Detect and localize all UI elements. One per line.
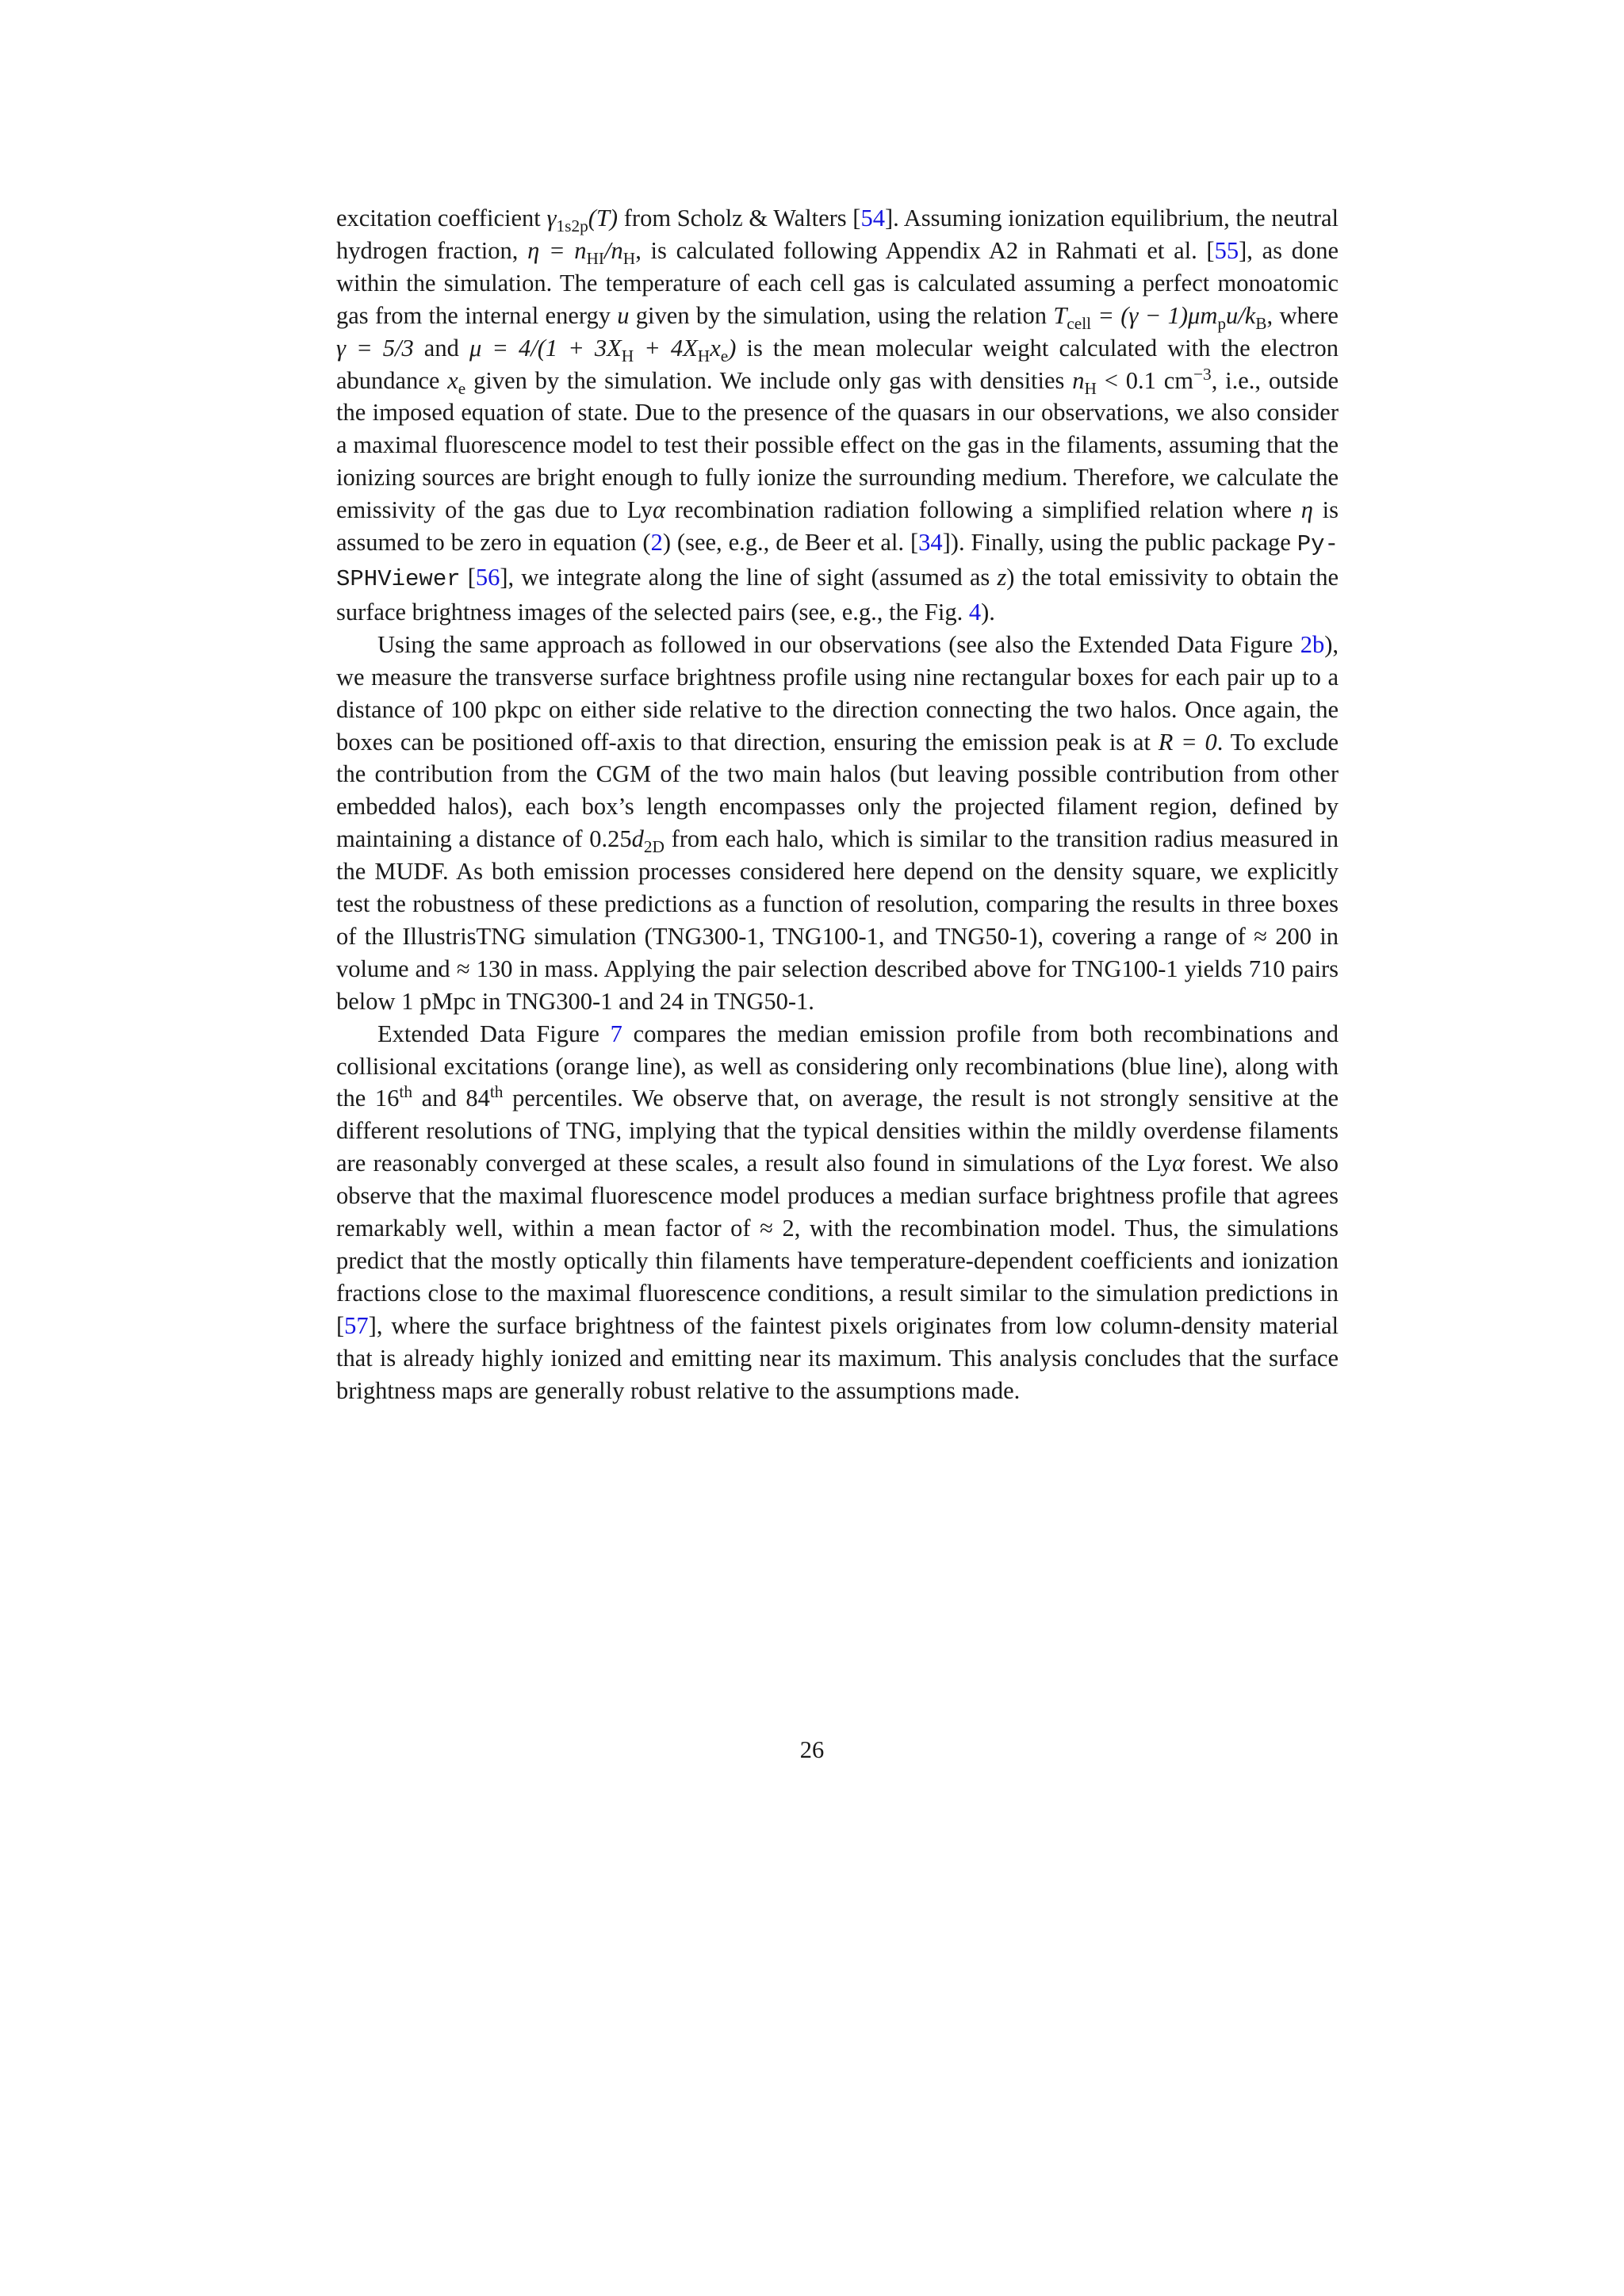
text-run: Using the same approach as followed in our observations (see also the Extended Data Figure [377,630,1300,658]
math-inline: x [710,334,721,362]
text-run: ], where the surface brightness of the faintest pixels originates from low column-density material that is already highly ionized and emitting near its maximum. This analysis concludes that the surface brightness maps are generally robust relative to the assumptions made. [336,1311,1339,1404]
text-run: and [413,334,469,362]
paragraph-1 [336,202,1339,629]
page-number: 26 [799,1736,825,1763]
math-subscript: 1s2p [556,216,588,236]
equation-link[interactable]: 2 [650,529,663,557]
math-inline: η = n [527,236,587,264]
body-text [336,202,1339,1407]
math-inline: + 4X [634,334,698,362]
text-run: is the mean molecular weight calculated with the electron abundance [336,334,1339,394]
text-run: recombination radiation following a simplified relation where [665,496,1301,524]
text-run: given by the simulation, using the relation [629,301,1054,329]
math-subscript: e [458,378,466,398]
figure-link[interactable]: 4 [968,598,982,626]
math-subscript: HI [586,249,605,268]
citation-link[interactable]: 56 [475,563,500,591]
text-run: . To exclude the contribution from the CGM of the two main halos (but leaving possible contribution from other embedded halos), each box’s length encompasses only the projected filament region, defined by maintaining a distance of 0.25 [336,728,1339,853]
text-run: ], as done within the simulation. The temperature of each cell gas is calculated assuming a perfect monoatomic gas from the internal energy [336,236,1339,329]
text-run: and 84 [412,1085,490,1112]
text-run: ], we integrate along the line of sight (assumed as [500,563,998,591]
text-run: ) (see, e.g., de Beer et al. [ [662,529,919,557]
paragraph-3 [336,1018,1339,1407]
math-inline: R = 0 [1158,728,1217,756]
math-inline: u/k [1226,301,1256,329]
code-package-name: Py-SPHViewer [336,531,1339,592]
figure-link[interactable]: 2b [1300,630,1325,658]
text-run: ) the total emissivity to obtain the surface brightness images of the selected pairs (see, e.g., the Fig. [336,563,1339,626]
math-subscript: B [1255,313,1267,333]
math-subscript: p [1217,313,1227,333]
paragraph-2 [336,629,1339,1018]
math-inline: γ = 5/3 [336,334,414,362]
text-run: ), we measure the transverse surface brightness profile using nine rectangular boxes for each pair up to a distance of 100 pkpc on either side relative to the direction connecting the two halos. Once again, the boxes can be positioned off-axis to that direction, ensuring the emission peak is at [336,630,1339,756]
math-inline: = (γ − 1)μm [1091,301,1218,329]
text-run: , where [1266,301,1339,329]
text-run: forest. We also observe that the maximal fluorescence model produces a median surface brightness profile that agrees remarkably well, within a mean factor of ≈ 2, with the recombination model. Thus, the simulations predict that the mostly optically thin filaments have temperature-dependent coefficients and ionization fractions close to the maximal fluorescence conditions, a result similar to the simulation predictions in [ [336,1150,1339,1339]
math-subscript: 2D [643,837,665,857]
math-subscript: H [621,346,634,365]
math-inline: n [1072,366,1085,394]
text-run: , i.e., outside the imposed equation of state. Due to the presence of the quasars in our observations, we also consider a maximal fluorescence model to test their possible effect on the gas in the filaments, assuming that the ionizing sources are bright enough to fully ionize the surrounding medium. Therefore, we calculate the emissivity of the gas due to Ly [336,366,1339,524]
text-run: percentiles. We observe that, on average, the result is not strongly sensitive at the different resolutions of TNG, implying that the typical densities within the mildly overdense filaments are reasonably converged at these scales, a result also found in simulations of the Ly [336,1085,1339,1177]
text-run: compares the median emission profile from both recombinations and collisional excitations (orange line), as well as considering only recombinations (blue line), along with the 16 [336,1020,1339,1112]
math-subscript: e [720,346,729,365]
math-inline: T [1053,301,1067,329]
text-run: is assumed to be zero in equation ( [336,496,1339,557]
math-inline: u [617,301,630,329]
text-run: Extended Data Figure [377,1020,611,1047]
math-inline: z [997,563,1007,591]
ordinal-superscript: th [489,1082,504,1102]
math-subscript: H [622,249,636,268]
math-inline: ) [728,334,737,362]
text-run: from each halo, which is similar to the transition radius measured in the MUDF. As both emission processes considered here depend on the density square, we explicitly test the robustness of these predictions as a function of resolution, comparing the results in three boxes of the IllustrisTNG simulation (TNG300-1, TNG100-1, and TNG50-1), covering a range of ≈ 200 in volume and ≈ 130 in mass. Applying the pair selection described above for TNG100-1 yields 710 pairs below 1 pMpc in TNG300-1 and 24 in TNG50-1. [336,825,1339,1015]
math-inline: < 0.1 cm [1096,366,1193,394]
text-run: , is calculated following Appendix A2 in Rahmati et al. [ [635,236,1215,264]
math-inline: η [1300,496,1313,524]
text-run: excitation coefficient [336,205,547,232]
citation-link[interactable]: 57 [344,1311,369,1339]
math-inline: x [447,366,458,394]
math-inline: d [631,825,644,853]
text-run: ]. Assuming ionization equilibrium, the neutral hydrogen fraction, [336,205,1339,264]
math-inline: γ [546,205,557,232]
math-inline: μ = 4/(1 + 3X [469,334,622,362]
math-inline: /n [604,236,623,264]
citation-link[interactable]: 55 [1214,236,1239,264]
figure-link[interactable]: 7 [610,1020,622,1047]
ordinal-superscript: th [399,1082,413,1102]
text-run: ]). Finally, using the public package [942,529,1297,557]
math-inline: α [652,496,665,524]
text-run: from Scholz & Walters [ [618,205,861,232]
text-run: [ [460,563,476,591]
text-run: given by the simulation. We include only gas with densities [465,366,1073,394]
math-inline: (T) [588,205,619,232]
math-subscript: cell [1067,313,1092,333]
math-subscript: H [697,346,710,365]
math-inline: α [1172,1150,1185,1177]
text-run: ). [981,598,995,626]
math-subscript: H [1084,378,1097,398]
citation-link[interactable]: 34 [918,529,943,557]
citation-link[interactable]: 54 [860,205,885,232]
math-superscript: −3 [1193,364,1212,384]
